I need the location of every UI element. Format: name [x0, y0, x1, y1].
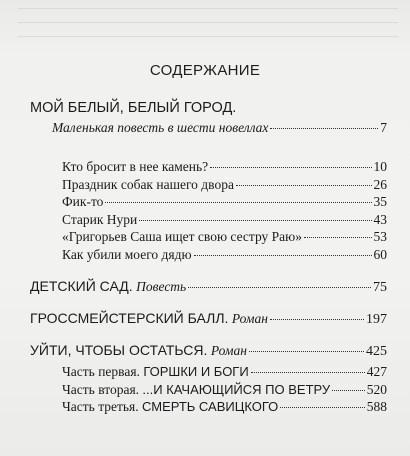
section-genre: Роман: [231, 311, 268, 326]
show-through-line: [18, 8, 398, 9]
page-number: 75: [373, 280, 387, 295]
page-number: 427: [366, 364, 387, 379]
part-title: СМЕРТЬ САВИЦКОГО: [142, 399, 279, 414]
toc-entry-title: [62, 382, 330, 398]
leader-dots: [270, 128, 378, 129]
section-title: ГРОССМЕЙСТЕРСКИЙ БАЛЛ.: [30, 310, 229, 326]
page-number: 7: [380, 120, 387, 135]
toc-entry-story: [30, 247, 387, 265]
part-title: ГОРШКИ И БОГИ: [143, 364, 249, 379]
toc-entry-novel-part: [30, 364, 387, 382]
section-genre: Роман: [210, 343, 247, 358]
page-number: 43: [373, 211, 387, 227]
toc-entry-story: [30, 212, 387, 230]
page-title: СОДЕРЖАНИЕ: [149, 62, 261, 79]
leader-dots: [139, 220, 371, 221]
show-through-line: [18, 36, 398, 37]
toc-entry-part1-subtitle: [30, 120, 387, 140]
toc-entry-title: [30, 342, 247, 360]
toc-entry-story: [30, 194, 387, 212]
leader-dots: [236, 185, 372, 186]
toc-entry-story: [30, 159, 387, 177]
page-number: 425: [366, 344, 387, 359]
leader-dots: [105, 202, 371, 203]
toc-entry-title: «Григорьев Саша ищет свою сестру Раю»: [62, 229, 302, 244]
leader-dots: [304, 237, 372, 238]
table-of-contents: [30, 100, 387, 417]
leader-dots: [280, 407, 364, 408]
toc-entry-title: [30, 310, 268, 328]
toc-entry-title: Как убили моего дядю: [62, 246, 192, 262]
toc-entry-title: [62, 364, 249, 380]
page-number: 26: [373, 176, 387, 192]
page-number: 53: [373, 229, 387, 244]
section-title: ДЕТСКИЙ САД.: [30, 278, 133, 294]
part-label: Часть вторая.: [62, 381, 140, 397]
toc-entry-title: Фик-то: [62, 194, 104, 209]
toc-entry-part3: [30, 310, 387, 332]
toc-entry-story: [30, 177, 387, 195]
page-number: 197: [366, 312, 387, 327]
toc-entry-title: Маленькая повесть в шести новеллах: [52, 120, 269, 135]
section-genre: Повесть: [136, 279, 187, 294]
page-number: 60: [373, 246, 387, 262]
part-label: Часть третья.: [62, 399, 139, 414]
toc-entry-title: Кто бросит в нее камень?: [62, 159, 209, 174]
toc-entry-part1: [30, 100, 387, 120]
leader-dots: [270, 319, 364, 320]
show-through-line: [18, 22, 398, 23]
toc-entry-title: [30, 278, 186, 296]
leader-dots: [210, 167, 371, 168]
leader-dots: [251, 372, 365, 373]
toc-entry-title: Старик Нури: [62, 211, 138, 227]
toc-entry-title: Праздник собак нашего двора: [62, 176, 234, 192]
toc-entry-story: [30, 229, 387, 247]
leader-dots: [249, 351, 364, 352]
leader-dots: [332, 390, 365, 391]
page-number: 520: [366, 381, 387, 397]
toc-entry-title: [62, 399, 278, 415]
part-label: Часть первая.: [62, 364, 140, 379]
toc-entry-novel-part: [30, 382, 387, 400]
leader-dots: [188, 287, 371, 288]
leader-dots: [194, 255, 372, 256]
toc-entry-novel-part: [30, 399, 387, 417]
section-title: УЙТИ, ЧТОБЫ ОСТАТЬСЯ.: [30, 342, 208, 358]
page-number: 35: [373, 194, 387, 209]
toc-entry-part4: [30, 342, 387, 364]
page-number: 588: [366, 399, 387, 414]
page-number: 10: [373, 159, 387, 174]
toc-entry-part2: [30, 278, 387, 300]
part-title: ...И КАЧАЮЩИЙСЯ ПО ВЕТРУ: [142, 381, 331, 397]
toc-entry-title: МОЙ БЕЛЫЙ, БЕЛЫЙ ГОРОД.: [30, 100, 237, 116]
